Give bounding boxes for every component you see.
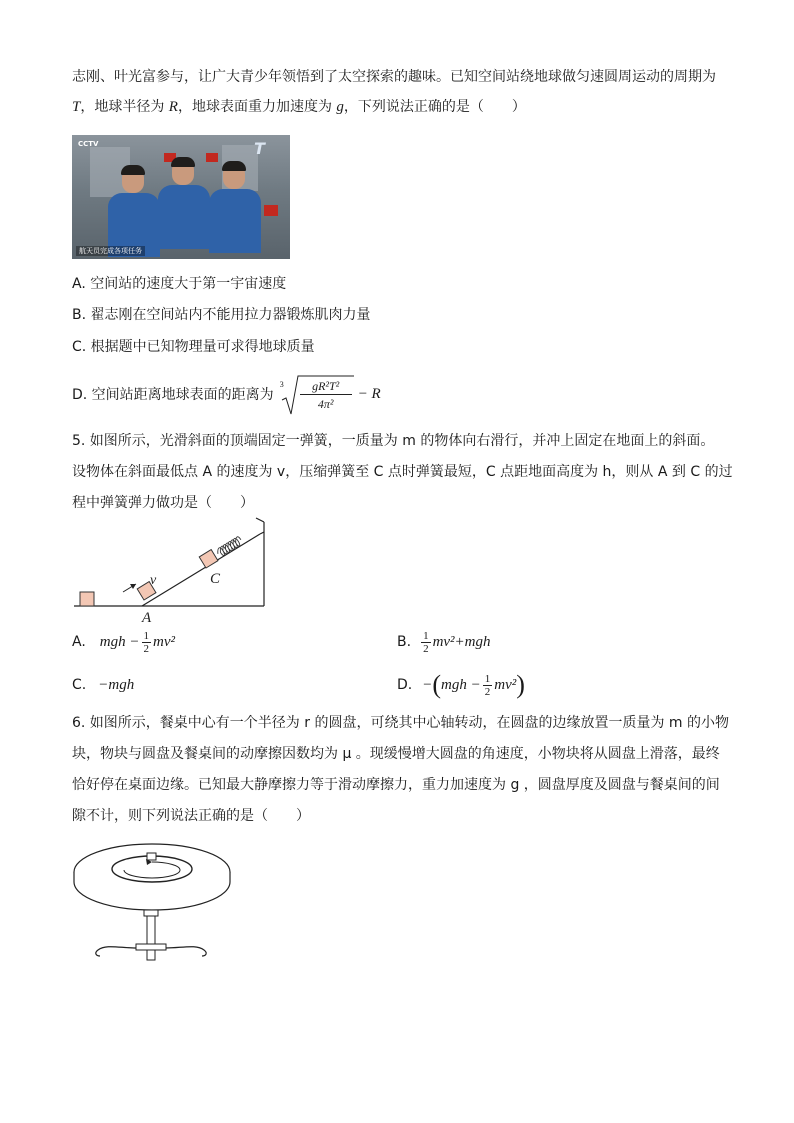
q6-stem-line2: 块，物块与圆盘及餐桌间的动摩擦因数均为 μ 。现缓慢增大圆盘的角速度，小物块将从圆盘上滑落，最终: [72, 746, 720, 762]
q6-stem-line1: 6. 如图所示，餐桌中心有一个半径为 r 的圆盘，可绕其中心轴转动，在圆盘的边缘放置一质量为 m 的小物: [72, 715, 729, 731]
gravity-symbol: g: [336, 99, 344, 115]
one-half-fraction: $\frac{1}{2}$: [143, 629, 149, 655]
astronaut-right: [209, 163, 261, 259]
incline-spring-diagram: [70, 514, 270, 626]
radius-symbol: R: [168, 99, 178, 115]
q4-option-b: B. 翟志刚在空间站内不能用拉力器锻炼肌肉力量: [72, 307, 371, 323]
q5-stem-line1: 5. 如图所示，光滑斜面的顶端固定一弹簧，一质量为 m 的物体向右滑行，并冲上固定在地面上的斜面。: [72, 433, 715, 449]
one-half-fraction: $\frac{1}{2}$: [484, 672, 491, 698]
q4-stem-line2: T，地球半径为 R，地球表面重力加速度为 g，下列说法正确的是（ ）: [72, 99, 526, 115]
rotating-table-diagram: [70, 836, 234, 970]
q4-stem-line1: 志刚、叶光富参与，让广大青少年领悟到了太空探索的趣味。已知空间站绕地球做匀速圆周运动的周期为: [72, 69, 716, 85]
cube-root-expression: 3 gR²T² 4π²: [280, 374, 354, 414]
photo-caption: 航天员完成各项任务: [76, 246, 145, 256]
q5-option-c: C. −mgh: [72, 676, 135, 693]
period-symbol: T: [72, 99, 81, 115]
one-half-fraction: $\frac{1}{2}$: [423, 629, 429, 655]
q6-stem-line4: 隙不计，则下列说法正确的是（ ）: [72, 808, 310, 824]
q4-option-c: C. 根据题中已知物理量可求得地球质量: [72, 339, 315, 355]
q4-option-d: D. 空间站距离地球表面的距离为 3 gR²T² 4π² − R: [72, 372, 381, 416]
q5-option-b: B. $\frac{1}{2}$ mv²+mgh: [397, 629, 491, 655]
q5-option-a: A. mgh − $\frac{1}{2}$ mv²: [72, 629, 175, 655]
q6-stem-line3: 恰好停在桌面边缘。已知最大静摩擦力等于滑动摩擦力，重力加速度为 g ，圆盘厚度及圆盘与餐桌间的间: [72, 777, 720, 793]
astronauts-photo: [72, 135, 290, 259]
q5-stem-line3: 程中弹簧弹力做功是（ ）: [72, 495, 254, 511]
block-at-c: [199, 550, 218, 568]
q5-option-d: D. − ( mgh − $\frac{1}{2}$ mv² ): [397, 670, 525, 699]
point-c-label: C: [210, 571, 221, 587]
cctv-logo: CCTV: [78, 140, 99, 148]
mission-emblem-icon: T: [254, 139, 265, 158]
point-a-label: A: [142, 610, 152, 626]
block-on-ground: [80, 592, 94, 606]
small-block: [147, 853, 156, 860]
q5-stem-line2: 设物体在斜面最低点 A 的速度为 v，压缩弹簧至 C 点时弹簧最短，C 点距地面高度为 h，则从 A 到 C 的过: [72, 464, 733, 480]
velocity-label: v: [150, 573, 157, 588]
astronaut-middle: [158, 159, 210, 259]
q4-option-a: A. 空间站的速度大于第一宇宙速度: [72, 276, 287, 292]
